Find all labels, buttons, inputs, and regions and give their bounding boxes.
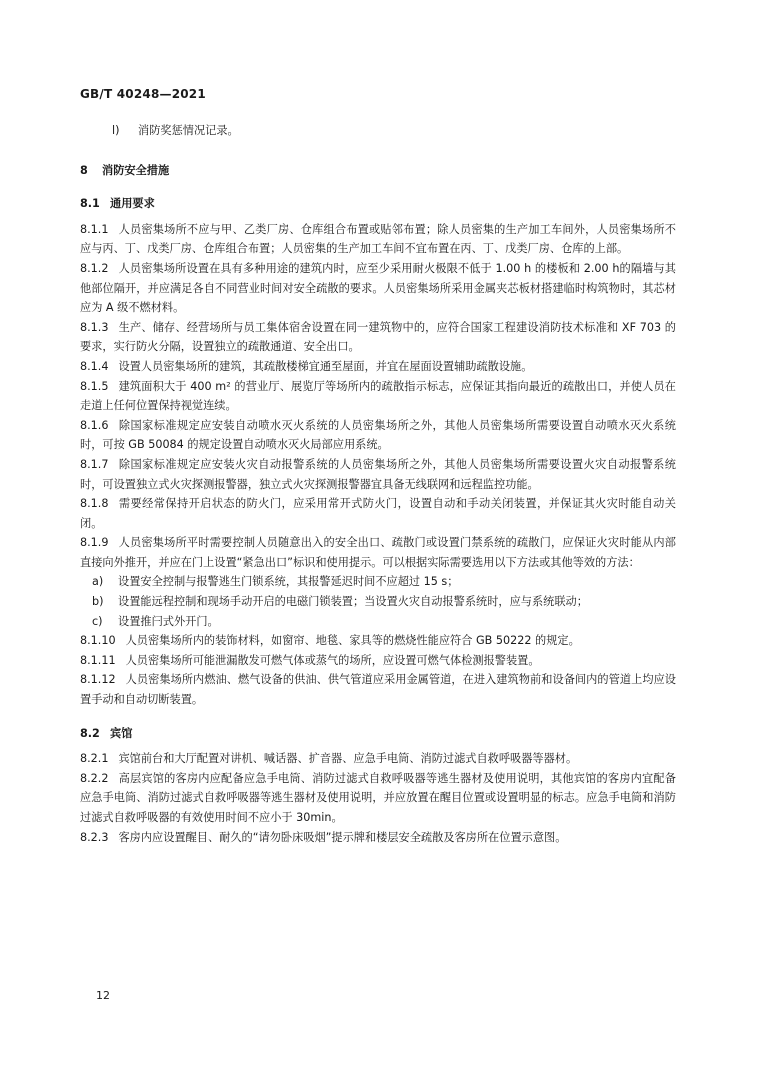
clause-text: 人员密集场所不应与甲、乙类厂房、仓库组合布置或贴邻布置；除人员密集的生产加工车间外，人员密集场所不应与丙、丁、戊类厂房、仓库组合布置；人员密集的生产加工车间不宜布置在丙、丁、戊类厂房、仓库的上部。 xyxy=(80,222,676,256)
clause-8-1-7 xyxy=(80,455,676,494)
clause-text: 建筑面积大于 400 m² 的营业厅、展览厅等场所内的疏散指示标志，应保证其指向最近的疏散出口，并使人员在走道上任何位置保持视觉连续。 xyxy=(80,379,676,413)
clause-text: 宾馆前台和大厅配置对讲机、喊话器、扩音器、应急手电筒、消防过滤式自救呼吸器等器材。 xyxy=(118,752,578,766)
clause-number: 8.2.3 xyxy=(80,830,109,844)
list-8-1-9 xyxy=(80,572,676,631)
clause-8-1-12 xyxy=(80,670,676,709)
section-8-heading xyxy=(80,161,676,181)
list-text: 设置能远程控制和现场手动开启的电磁门锁装置；当设置火灾自动报警系统时，应与系统联动； xyxy=(118,595,588,609)
clause-8-1-4 xyxy=(80,357,676,377)
list-marker: b) xyxy=(92,595,104,609)
clauses-8-1-continued xyxy=(80,631,676,709)
section-title: 消防安全措施 xyxy=(102,163,170,177)
clauses-8-2 xyxy=(80,749,676,847)
clause-number: 8.1.4 xyxy=(80,359,109,373)
subsection-title: 宾馆 xyxy=(110,726,133,740)
standard-code-header: GB/T 40248—2021 xyxy=(80,87,206,101)
subsection-title: 通用要求 xyxy=(110,197,155,211)
subsection-number: 8.2 xyxy=(80,726,100,740)
clause-8-2-3 xyxy=(80,828,676,848)
section-number: 8 xyxy=(80,163,88,177)
clause-text: 人员密集场所平时需要控制人员随意出入的安全出口、疏散门或设置门禁系统的疏散门，应保证火灾时能从内部直接向外推开，并应在门上设置“紧急出口”标识和使用提示。可以根据实际需要选用以下方法或其他等效的方法： xyxy=(80,536,676,569)
list-text: 设置推闩式外开门。 xyxy=(118,614,219,628)
clauses-8-1 xyxy=(80,220,676,573)
clause-text: 客房内应设置醒目、耐久的“请勿卧床吸烟”提示牌和楼层安全疏散及客房所在位置示意图。 xyxy=(118,830,567,844)
clause-text: 除国家标准规定应安装火灾自动报警系统的人员密集场所之外，其他人员密集场所需要设置火灾自动报警系统时，可设置独立式火灾探测报警器，独立式火灾探测报警器宜具备无线联网和远程监控功能。 xyxy=(80,457,676,491)
clause-number: 8.2.1 xyxy=(80,752,109,766)
clause-text: 除国家标准规定应安装自动喷水灭火系统的人员密集场所之外，其他人员密集场所需要设置自动喷水灭火系统时，可按 GB 50084 的规定设置自动喷水灭火局部应用系统。 xyxy=(80,418,676,452)
clause-text: 人员密集场所内燃油、燃气设备的供油、供气管道应采用金属管道，在进入建筑物前和设备间内的管道上均应设置手动和自动切断装置。 xyxy=(80,673,676,707)
clause-number: 8.1.3 xyxy=(80,320,109,334)
clause-number: 8.2.2 xyxy=(80,771,109,785)
clause-8-1-2 xyxy=(80,259,676,318)
list-marker: c) xyxy=(92,614,103,628)
clause-text: 人员密集场所可能泄漏散发可燃气体或蒸气的场所，应设置可燃气体检测报警装置。 xyxy=(125,653,540,667)
clause-text: 生产、储存、经营场所与员工集体宿舍设置在同一建筑物中的，应符合国家工程建设消防技术标准和 XF 703 的要求，实行防火分隔，设置独立的疏散通道、安全出口。 xyxy=(80,320,676,354)
clause-number: 8.1.11 xyxy=(80,653,116,667)
subsection-8-2-heading xyxy=(80,724,676,744)
clause-8-1-9 xyxy=(80,533,676,572)
list-item-c xyxy=(80,612,676,632)
clause-text: 人员密集场所内的装饰材料，如窗帘、地毯、家具等的燃烧性能应符合 GB 50222 的规定。 xyxy=(125,634,580,648)
clause-number: 8.1.7 xyxy=(80,457,109,471)
clause-text: 设置人员密集场所的建筑，其疏散楼梯宜通至屋面，并宜在屋面设置辅助疏散设施。 xyxy=(118,359,533,373)
clause-number: 8.1.10 xyxy=(80,634,116,648)
list-item-l xyxy=(80,121,676,141)
clause-8-1-11 xyxy=(80,651,676,671)
list-item-a xyxy=(80,572,676,592)
list-item-b xyxy=(80,592,676,612)
subsection-number: 8.1 xyxy=(80,197,100,211)
subsection-8-1-heading xyxy=(80,194,676,214)
list-text: 设置安全控制与报警逃生门锁系统，其报警延迟时间不应超过 15 s； xyxy=(118,575,459,589)
list-marker: a) xyxy=(92,575,104,589)
clause-number: 8.1.1 xyxy=(80,222,109,236)
clause-8-1-3 xyxy=(80,318,676,357)
clause-number: 8.1.6 xyxy=(80,418,109,432)
clause-8-2-1 xyxy=(80,749,676,769)
clause-8-1-6 xyxy=(80,416,676,455)
clause-8-1-5 xyxy=(80,377,676,416)
clause-8-1-1 xyxy=(80,220,676,259)
list-text: 消防奖惩情况记录。 xyxy=(138,124,239,137)
clause-text: 人员密集场所设置在具有多种用途的建筑内时，应至少采用耐火极限不低于 1.00 h 的楼板和 2.00 h的隔墙与其他部位隔开，并应满足各自不同营业时间对安全疏散的要求。人员密集场所采用金属夹芯板材搭建临时构筑物时，其芯材应为 A 级不燃材料。 xyxy=(80,261,676,315)
clause-8-1-10 xyxy=(80,631,676,651)
clause-number: 8.1.8 xyxy=(80,497,109,511)
clause-text: 需要经常保持开启状态的防火门，应采用常开式防火门，设置自动和手动关闭装置，并保证其火灾时能自动关闭。 xyxy=(80,497,676,530)
page-number: 12 xyxy=(96,989,110,1002)
document-body xyxy=(80,121,676,847)
clause-8-2-2 xyxy=(80,769,676,828)
clause-8-1-8 xyxy=(80,494,676,533)
clause-number: 8.1.9 xyxy=(80,536,109,550)
clause-text: 高层宾馆的客房内应配备应急手电筒、消防过滤式自救呼吸器等逃生器材及使用说明，其他宾馆的客房内宜配备应急手电筒、消防过滤式自救呼吸器等逃生器材及使用说明，并应放置在醒目位置或设置明显的标志。应急手电筒和消防过滤式自救呼吸器的有效使用时间不应小于 30min。 xyxy=(80,771,676,824)
clause-number: 8.1.2 xyxy=(80,261,109,275)
list-marker: l) xyxy=(112,124,120,137)
clause-number: 8.1.5 xyxy=(80,379,109,393)
clause-number: 8.1.12 xyxy=(80,673,116,687)
